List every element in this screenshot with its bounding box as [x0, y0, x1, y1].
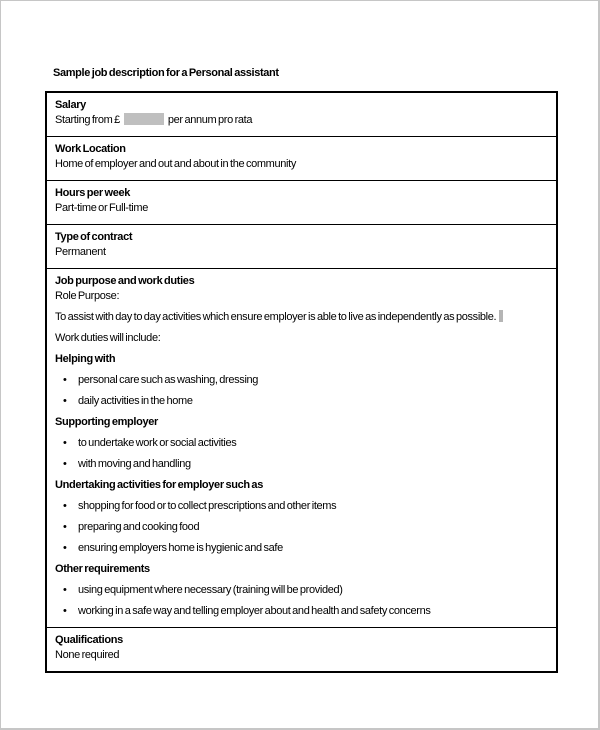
- salary-suffix: per annum pro rata: [167, 114, 253, 126]
- bullet-icon: [63, 604, 67, 619]
- bullet-icon: [63, 394, 67, 409]
- list-item: • using equipment where necessary (training will be provided): [55, 583, 548, 598]
- bullet-icon: [63, 541, 67, 556]
- work-location-cell: [47, 137, 556, 180]
- list-item: • preparing and cooking food: [55, 520, 548, 535]
- qualifications-cell: [47, 628, 556, 671]
- contract-cell: [47, 225, 556, 268]
- table-row-salary: [47, 93, 556, 136]
- bullet-icon: [63, 436, 67, 451]
- list-item: • ensuring employers home is hygienic and safe: [55, 541, 548, 556]
- row-header: Work Location: [55, 143, 126, 155]
- duty-group-heading: Supporting employer: [55, 416, 158, 428]
- redacted-value: [124, 113, 164, 125]
- hours-cell: [47, 181, 556, 224]
- table-row-qualifications: [47, 627, 556, 671]
- table-row-job-purpose: [47, 268, 556, 627]
- bullet-icon: [63, 457, 67, 472]
- bullet-icon: [63, 583, 67, 598]
- purpose-paragraph: To assist with day to day activities which ensure employer is able to live as independently as possible.: [55, 310, 548, 325]
- row-body: Home of employer and out and about in the community: [55, 158, 296, 170]
- salary-cell: [47, 93, 556, 136]
- bullet-icon: [63, 499, 67, 514]
- list-item: • working in a safe way and telling employer about and health and safety concerns: [55, 604, 548, 619]
- salary-prefix: Starting from £: [55, 114, 120, 126]
- table-row-work-location: [47, 136, 556, 180]
- list-item: • to undertake work or social activities: [55, 436, 548, 451]
- row-body: Part-time or Full-time: [55, 202, 148, 214]
- job-purpose-cell: [47, 269, 556, 627]
- bullet-icon: [63, 520, 67, 535]
- salary-value-line: [55, 113, 548, 128]
- bullet-icon: [63, 373, 67, 388]
- list-item: • with moving and handling: [55, 457, 548, 472]
- row-header: Hours per week: [55, 187, 131, 199]
- list-item: • personal care such as washing, dressing: [55, 373, 548, 388]
- duties-intro: Work duties will include:: [55, 332, 161, 344]
- role-purpose-label: Role Purpose:: [55, 290, 120, 302]
- list-item: • daily activities in the home: [55, 394, 548, 409]
- row-header: Type of contract: [55, 231, 133, 243]
- table-row-hours: [47, 180, 556, 224]
- row-body: Permanent: [55, 246, 106, 258]
- document-title: Sample job description for a Personal assistant: [53, 67, 279, 79]
- text-cursor: [499, 310, 503, 322]
- list-item: • shopping for food or to collect prescriptions and other items: [55, 499, 548, 514]
- table-row-contract: [47, 224, 556, 268]
- duty-group-heading: Other requirements: [55, 563, 150, 575]
- job-description-table: [45, 91, 558, 673]
- row-body: None required: [55, 649, 120, 661]
- row-header: Salary: [55, 99, 86, 111]
- row-header: Job purpose and work duties: [55, 275, 195, 287]
- row-header: Qualifications: [55, 634, 123, 646]
- duty-group-heading: Helping with: [55, 353, 116, 365]
- duty-group-heading: Undertaking activities for employer such as: [55, 479, 263, 491]
